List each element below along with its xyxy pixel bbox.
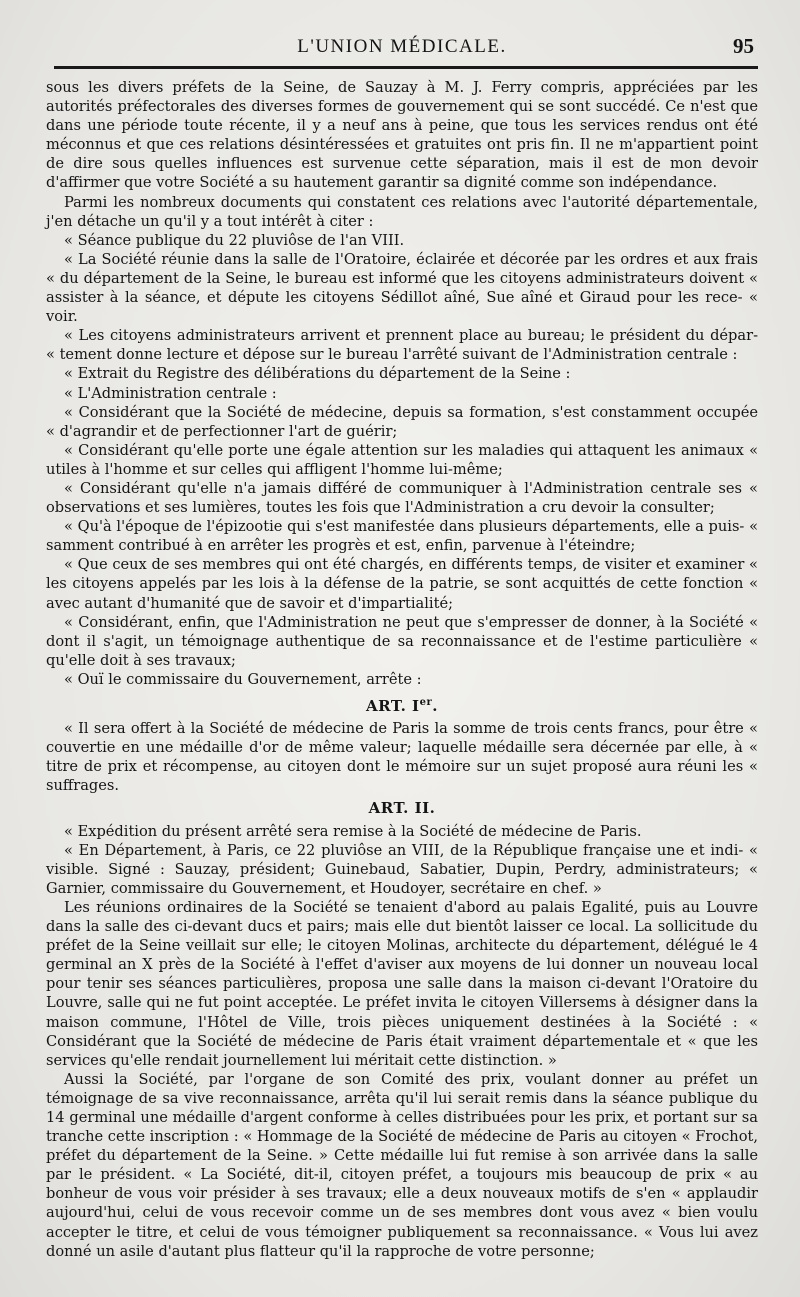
running-title: L'UNION MÉDICALE. <box>297 36 507 57</box>
paragraph: Parmi les nombreux documents qui constatent ces relations avec l'autorité départementale, j'en détache un qu'il y a tout intérêt à citer : <box>46 193 758 230</box>
article-2-text: « Expédition du présent arrêté sera remise à la Société de médecine de Paris. <box>64 822 642 840</box>
quote-line: « Ouï le commissaire du Gouvernement, arrête : <box>64 670 422 688</box>
paragraph: sous les divers préfets de la Seine, de Sauzay à M. J. Ferry compris, appréciées par les autorités préfectorales des diverses formes de gouvernement qui se sont succédé. Ce n'est que dans une période toute récente, il y a neuf ans à peine, que tous les services rendus ont été méconnus et que ces relations désintéressées et gratuites ont pris fin. Il ne m'appartient point de dire sous quelles influences est survenue cette séparation, mais il est de mon devoir d'affirmer que votre Société a su hautement garantir sa dignité comme son indépendance. <box>46 79 758 192</box>
header-rule <box>54 66 758 69</box>
article-1-dot: . <box>432 697 438 715</box>
paragraph: Les réunions ordinaires de la Société se tenaient d'abord au palais Egalité, puis au Louvre dans la salle des ci-devant ducs et pairs; mais elle dut bientôt laisser ce local. La sollicitude du préfet de la Seine veillait sur elle; le citoyen Molinas, architecte du département, délégué le 4 germinal an X près de la Société à l'effet d'aviser aux moyens de lui donner un nouveau local pour tenir ses séances particulières, proposa une salle dans la maison ci-devant l'Oratoire du Louvre, salle qui ne fut point acceptée. Le préfet invita le citoyen Villersems à désigner dans la maison commune, l'Hôtel de Ville, trois pièces uniquement destinées à la Société : « Considérant que la Société de médecine de Paris était vraiment départementale et « que les services qu'elle rendait journellement lui méritait cette distinction. » <box>46 898 758 1069</box>
quote-line: « Séance publique du 22 pluviôse de l'an VIII. <box>64 231 405 249</box>
quote-paragraph: « Considérant qu'elle porte une égale attention sur les maladies qui attaquent les animaux « utiles à l'homme et sur celles qui affligent l'homme lui-même; <box>46 441 758 478</box>
paragraph: Aussi la Société, par l'organe de son Comité des prix, voulant donner au préfet un témoignage de sa vive reconnaissance, arrêta qu'il lui serait remis dans la séance publique du 14 germinal une médaille d'argent conforme à celles distribuées pour les prix, et portant sur sa tranche cette inscription : « Hommage de la Société de médecine de Paris au citoyen « Frochot, préfet du département de la Seine. » Cette médaille lui fut remise à son arrivée dans la salle par le président. « La Société, dit-il, citoyen préfet, a toujours mis beaucoup de prix « au bonheur de vous voir présider à ses travaux; elle a deux nouveaux motifs de s'en « applaudir aujourd'hui, celui de vous recevoir comme un de ses membres dont vous avez « bien voulu accepter le titre, et celui de vous témoigner publiquement sa reconnaissance. « Vous lui avez donné un asile d'autant plus flatteur qu'il la rapproche de votre personne; <box>46 1070 758 1260</box>
quote-paragraph: « Considérant, enfin, que l'Administration ne peut que s'empresser de donner, à la Société « dont il s'agit, un témoignage authentique de sa reconnaissance et de l'estime particulière « qu'elle doit à ses travaux; <box>46 613 758 669</box>
quote-line: « Extrait du Registre des délibérations du département de la Seine : <box>64 365 571 383</box>
article-2-heading: ART. II. <box>368 799 436 818</box>
page-header <box>46 36 758 66</box>
page-number: 95 <box>733 34 754 58</box>
article-1-label: ART. I <box>366 697 420 715</box>
quote-paragraph: « La Société réunie dans la salle de l'Oratoire, éclairée et décorée par les ordres et aux frais « du département de la Seine, le bureau est informé que les citoyens administrateurs doivent « assister à la séance, et députe les citoyens Sédillot aîné, Sue aîné et Giraud pour les rece- « voir. <box>46 250 758 326</box>
article-1-superscript: er <box>419 697 433 708</box>
quote-paragraph: « Considérant qu'elle n'a jamais différé de communiquer à l'Administration centrale ses « observations et ses lumières, toutes les fois que l'Administration a cru devoir la consulter; <box>46 479 758 517</box>
article-1-heading <box>46 693 758 716</box>
quote-paragraph: « En Département, à Paris, ce 22 pluviôse an VIII, de la République française une et indi- « visible. Signé : Sauzay, président; Guinebaud, Sabatier, Dupin, Perdry, administrateurs; « Garnier, commissaire du Gouvernement, et Houdoyer, secrétaire en chef. » <box>46 841 758 897</box>
quote-paragraph: « Qu'à l'époque de l'épizootie qui s'est manifestée dans plusieurs départements, elle a puis- « samment contribué à en arrêter les progrès et est, enfin, parvenue à l'éteindre; <box>46 518 758 555</box>
quote-line: « L'Administration centrale : <box>64 384 277 402</box>
quote-paragraph: « Considérant que la Société de médecine, depuis sa formation, s'est constamment occupée « d'agrandir et de perfectionner l'art de guérir; <box>46 403 758 440</box>
quote-paragraph: « Que ceux de ses membres qui ont été chargés, en différents temps, de visiter et examiner « les citoyens appelés par les lois à la défense de la patrie, se sont acquittés de cette fonction « avec autant d'humanité que de savoir et d'impartialité; <box>46 556 758 612</box>
body-text <box>46 78 758 1261</box>
quote-paragraph: « Les citoyens administrateurs arrivent et prennent place au bureau; le président du dépar- « tement donne lecture et dépose sur le bureau l'arrêté suivant de l'Administration centrale : <box>46 327 758 364</box>
article-1-text: « Il sera offert à la Société de médecine de Paris la somme de trois cents francs, pour être « couvertie en une médaille d'or de même valeur; laquelle médaille sera décernée par elle, à « titre de prix et récompense, au citoyen dont le mémoire sur un sujet proposé aura réuni les « suffrages. <box>46 720 758 795</box>
